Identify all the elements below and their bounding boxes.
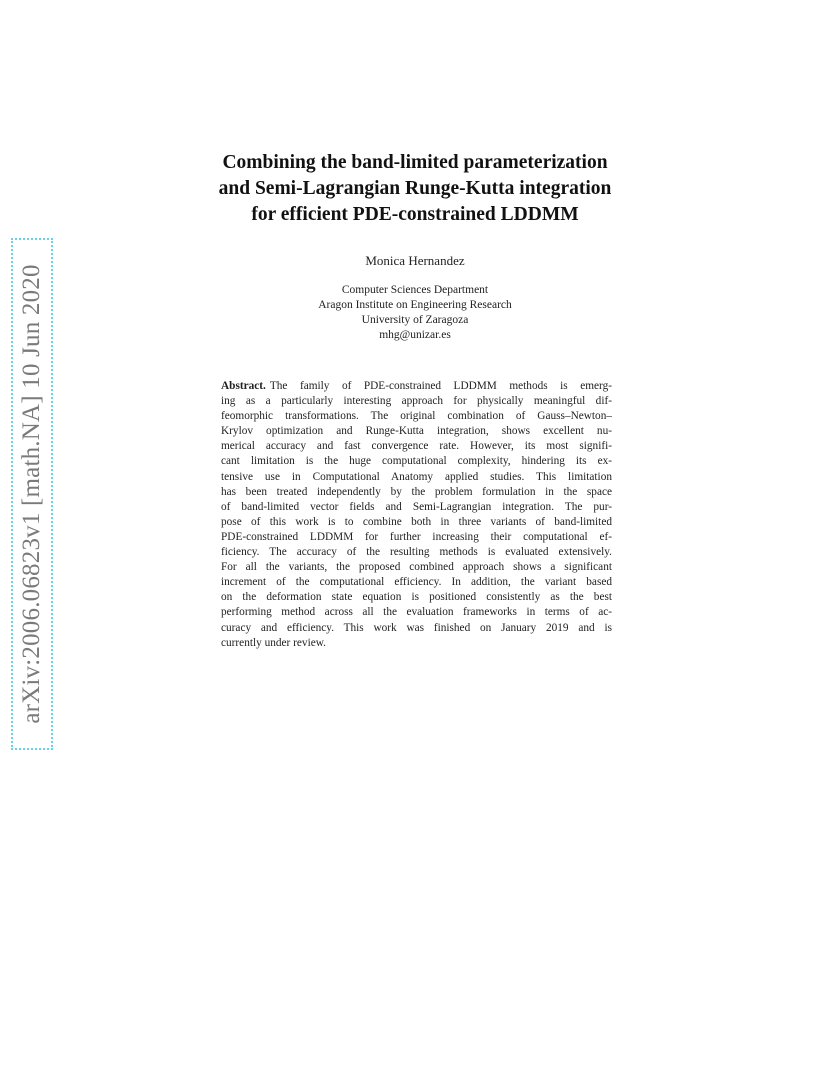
abstract-line: merical accuracy and fast convergence rate. However, its most signifi- <box>221 440 612 453</box>
arxiv-sidebar-stamp <box>11 238 53 750</box>
abstract-line: has been treated independently by the problem formulation in the space <box>221 485 612 498</box>
author-email[interactable]: mhg@unizar.es <box>379 329 451 341</box>
affiliation-university: University of Zaragoza <box>361 314 469 326</box>
abstract-line: feomorphic transformations. The original combination of Gauss–Newton– <box>221 410 612 423</box>
abstract-line: cant limitation is the huge computational complexity, hindering its ex- <box>221 455 612 468</box>
title-line: Combining the band-limited parameterization <box>222 152 608 173</box>
paper-title <box>150 150 680 228</box>
abstract-line: pose of this work is to combine both in three variants of band-limited <box>221 515 612 528</box>
arxiv-identifier: arXiv:2006.06823v1 [math.NA] 10 Jun 2020 <box>18 264 45 724</box>
author-name: Monica Hernandez <box>365 253 465 268</box>
title-line: for efficient PDE-constrained LDDMM <box>251 204 579 225</box>
abstract-line: currently under review. <box>221 636 326 649</box>
abstract-line: performing method across all the evaluation frameworks in terms of ac- <box>221 606 612 619</box>
abstract-line: For all the variants, the proposed combined approach shows a significant <box>221 561 612 574</box>
abstract-line: ing as a particularly interesting approach for physically meaningful dif- <box>221 395 612 408</box>
abstract-line: curacy and efficiency. This work was finished on January 2019 and is <box>221 621 612 634</box>
title-line: and Semi-Lagrangian Runge-Kutta integration <box>218 178 612 199</box>
affiliation <box>150 283 680 343</box>
abstract-line: PDE-constrained LDDMM for further increasing their computational ef- <box>221 530 612 543</box>
abstract-line: of band-limited vector fields and Semi-Lagrangian integration. The pur- <box>221 500 612 513</box>
affiliation-department: Computer Sciences Department <box>341 284 489 296</box>
abstract <box>221 379 612 651</box>
abstract-line-text: The family of PDE-constrained LDDMM methods is emerg- <box>269 380 612 392</box>
abstract-line: tensive use in Computational Anatomy applied studies. This limitation <box>221 470 612 483</box>
abstract-label: Abstract. <box>221 380 266 392</box>
affiliation-institute: Aragon Institute on Engineering Research <box>318 299 512 311</box>
abstract-line <box>221 379 612 394</box>
abstract-line: increment of the computational efficiency. In addition, the variant based <box>221 576 612 589</box>
abstract-line: on the deformation state equation is positioned consistently as the best <box>221 591 612 604</box>
abstract-line: Krylov optimization and Runge-Kutta integration, shows excellent nu- <box>221 425 612 438</box>
abstract-line: ficiency. The accuracy of the resulting methods is evaluated extensively. <box>221 546 612 559</box>
